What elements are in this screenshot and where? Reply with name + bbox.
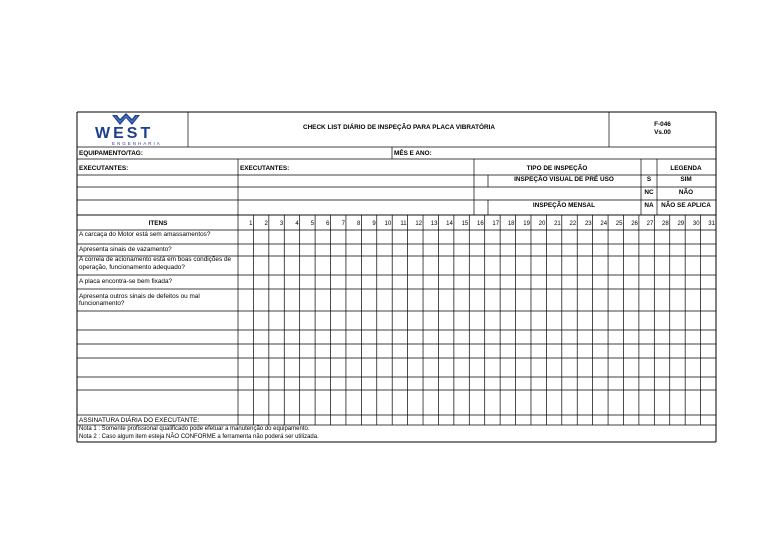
day-header-5: 5: [310, 221, 315, 227]
items-header: ITENS: [148, 220, 168, 227]
day-header-29: 29: [677, 221, 685, 227]
company-logo: [82, 113, 182, 147]
day-header-20: 20: [538, 221, 546, 227]
legend-text-na: NÃO SE APLICA: [661, 202, 711, 209]
legend-title: LEGENDA: [670, 165, 702, 172]
item-5-line-1: Apresenta outros sinais de defeitos ou mal: [79, 293, 200, 300]
item-1-line-1: A carcaça do Motor está sem amassamentos?: [79, 231, 211, 238]
note-2: Nota 2 : Caso algum item esteja NÃO CONFORME a ferramenta não poderá ser utilizada.: [79, 434, 319, 440]
form-code: F-046: [654, 121, 671, 128]
day-header-13: 13: [430, 221, 438, 227]
day-header-12: 12: [415, 221, 423, 227]
legend-text-sim: SIM: [680, 176, 692, 183]
inspection-monthly-label: INSPEÇÃO MENSAL: [532, 202, 596, 209]
equipment-tag-label: EQUIPAMENTO/TAG:: [79, 150, 143, 157]
day-header-24: 24: [600, 221, 608, 227]
day-header-18: 18: [507, 221, 515, 227]
inspection-visual-label: INSPEÇÃO VISUAL DE PRÉ USO: [514, 176, 614, 183]
note-1: Nota 1 : Somente profissional qualificado pode efetuar a manutenção do equipamento.: [79, 426, 310, 432]
legend-text-nao: NÃO: [678, 189, 694, 196]
day-header-19: 19: [523, 221, 530, 227]
legend-code-s: S: [646, 176, 652, 183]
day-header-28: 28: [662, 221, 669, 227]
day-header-14: 14: [446, 221, 453, 227]
day-header-22: 22: [569, 221, 577, 227]
item-3-line-2: operação, funcionamento adequado?: [79, 264, 185, 271]
executors-label-2: EXECUTANTES:: [240, 165, 290, 172]
month-year-label: MÊS E ANO:: [394, 150, 432, 157]
day-header-2: 2: [264, 221, 268, 227]
signature-label: ASSINATURA DIÁRIA DO EXECUTANTE:: [79, 417, 200, 424]
day-header-16: 16: [477, 221, 484, 227]
day-header-11: 11: [400, 221, 407, 227]
item-3-line-1: A correia de acionamento está em boas condições de: [79, 256, 232, 263]
day-header-15: 15: [461, 221, 469, 227]
day-header-25: 25: [615, 221, 623, 227]
day-header-30: 30: [692, 221, 700, 227]
form-version: Vs.00: [654, 129, 671, 136]
day-header-3: 3: [279, 221, 284, 227]
day-header-8: 8: [356, 221, 361, 227]
item-5-line-2: funcionamento?: [79, 300, 125, 307]
day-header-1: 1: [249, 221, 253, 227]
item-2-line-1: Apresenta sinais de vazamento?: [79, 246, 172, 253]
day-header-21: 21: [554, 221, 561, 227]
day-header-9: 9: [372, 221, 376, 227]
legend-code-nc: NC: [644, 189, 654, 196]
legend-code-na: NA: [644, 202, 654, 209]
form-title: CHECK LIST DIÁRIO DE INSPEÇÃO PARA PLACA VIBRATÓRIA: [302, 124, 496, 131]
inspection-type-label: TIPO DE INSPEÇÃO: [526, 165, 588, 172]
logo-subtext: ENGENHARIA: [112, 141, 162, 146]
day-header-31: 31: [708, 221, 715, 227]
executors-label: EXECUTANTES:: [79, 165, 129, 172]
day-header-17: 17: [492, 221, 500, 227]
day-header-6: 6: [326, 221, 330, 227]
logo-text: WEST: [95, 125, 154, 142]
day-header-26: 26: [631, 221, 638, 227]
item-4-line-1: A placa encontra-se bem fixada?: [79, 278, 173, 285]
day-header-23: 23: [584, 221, 592, 227]
day-header-4: 4: [295, 221, 299, 227]
day-header-27: 27: [646, 221, 654, 227]
day-header-10: 10: [384, 221, 392, 227]
day-header-7: 7: [341, 221, 345, 227]
